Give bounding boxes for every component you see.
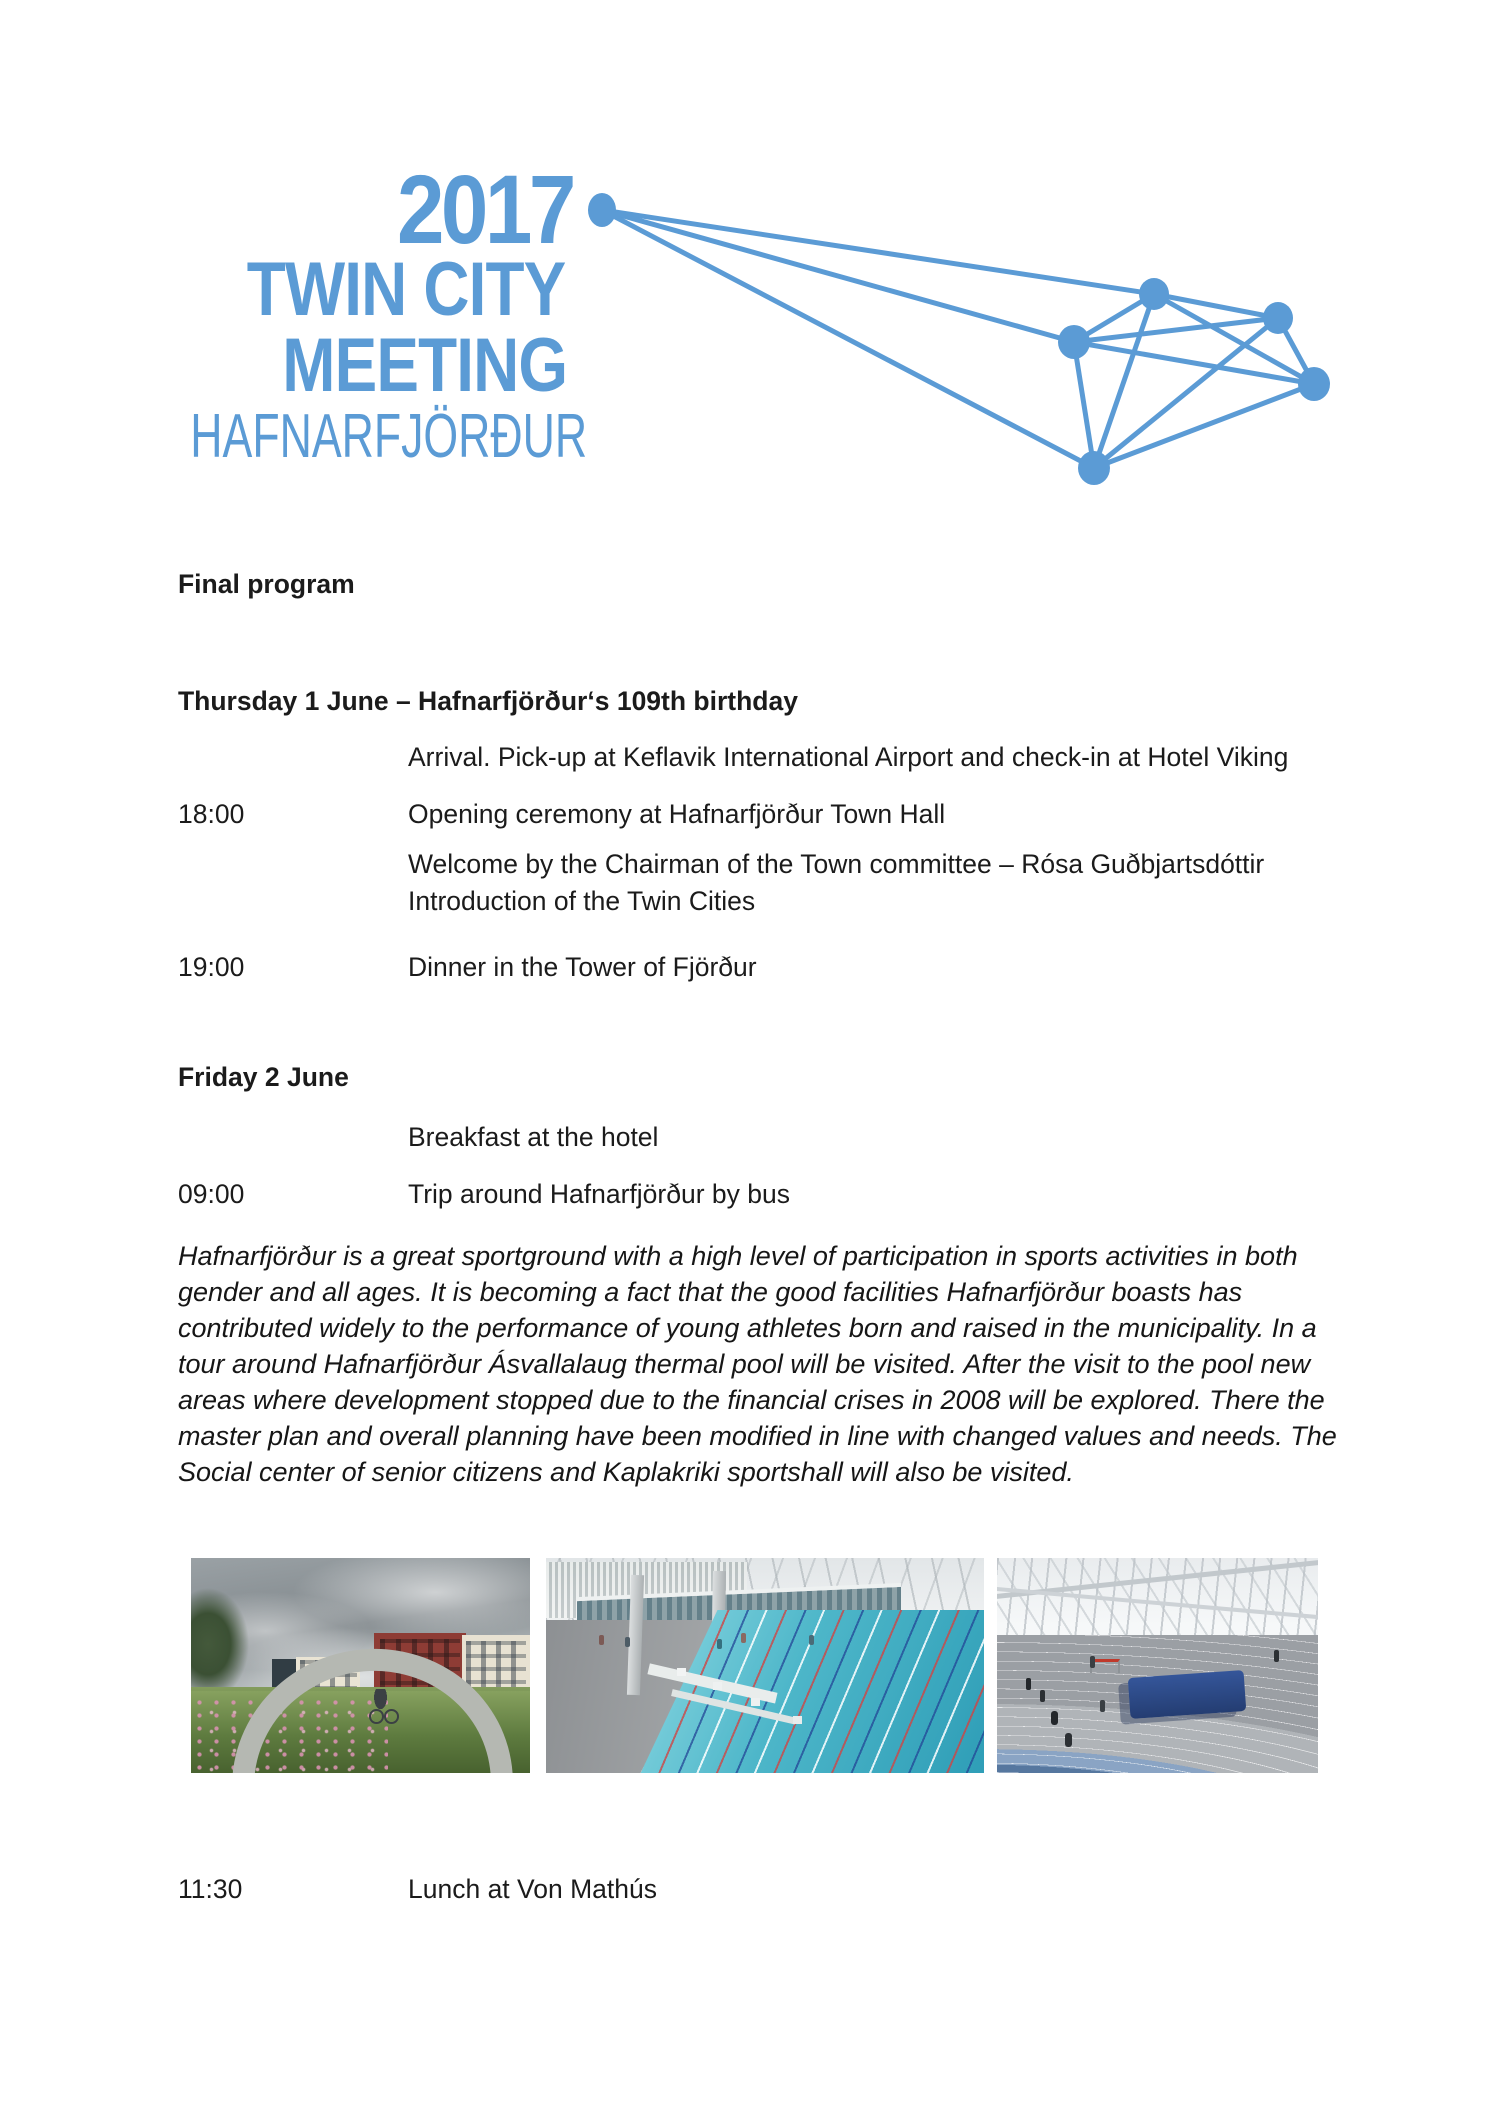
photo-athletics-hall	[997, 1558, 1318, 1773]
jump-mats	[1127, 1670, 1245, 1719]
logo-line-meeting: MEETING	[282, 323, 567, 408]
starting-blocks	[677, 1668, 686, 1676]
row-time	[178, 739, 408, 776]
logo-year: 2017	[397, 155, 573, 264]
tree	[191, 1588, 249, 1700]
row-time: 18:00	[178, 799, 245, 829]
row-time: 09:00	[178, 1179, 245, 1209]
schedule-row	[178, 739, 1348, 776]
swimmers	[599, 1635, 604, 1645]
row-description: Welcome by the Chairman of the Town committee – Rósa Guðbjartsdóttir	[408, 849, 1265, 879]
hurdle	[1090, 1659, 1120, 1673]
schedule-row	[178, 1119, 1348, 1156]
row-description: Opening ceremony at Hafnarfjörður Town Hall	[408, 799, 946, 829]
schedule-row	[178, 949, 1348, 986]
row-time	[178, 846, 408, 920]
photo-swimming-pool	[546, 1558, 984, 1773]
bike-wheel	[384, 1709, 400, 1724]
schedule-row	[178, 796, 1348, 833]
row-description-line2: Introduction of the Twin Cities	[408, 886, 756, 916]
row-description: Dinner in the Tower of Fjörður	[408, 952, 757, 982]
photo-housing-rendering	[191, 1558, 530, 1773]
logo-line-twin-city: TWIN CITY	[246, 247, 565, 332]
row-description: Arrival. Pick-up at Keflavik International Airport and check-in at Hotel Viking	[408, 742, 1289, 772]
row-description: Trip around Hafnarfjörður by bus	[408, 1179, 790, 1209]
bike-wheel	[369, 1709, 385, 1724]
thursday-heading: Thursday 1 June – Hafnarfjörður‘s 109th birthday	[178, 686, 798, 716]
schedule-row	[178, 1176, 1348, 1213]
logo-network-graphic-icon	[570, 170, 1330, 490]
final-program-heading: Final program	[178, 569, 355, 599]
row-time	[178, 1119, 408, 1156]
people	[1026, 1678, 1031, 1690]
logo-line-hafnarfjordur: HAFNARFJÖRÐUR	[190, 402, 587, 471]
friday-heading: Friday 2 June	[178, 1062, 349, 1092]
row-time: 11:30	[178, 1874, 243, 1904]
row-description: Breakfast at the hotel	[408, 1122, 659, 1152]
row-description: Lunch at Von Mathús	[408, 1874, 657, 1904]
tour-description-paragraph: Hafnarfjörður is a great sportground with a high level of participation in sports activities in both gender and all ages. It is becoming a fact that the good facilities Hafnarfjörður boasts has contributed widely to the performance of young athletes born and raised in the municipality. In a tour around Hafnarfjörður Ásvallalaug thermal pool will be visited. After the visit to the pool new areas where development stopped due to the financial crises in 2008 will be explored. There the master plan and overall planning have been modified in line with changed values and needs. The Social center of senior citizens and Kaplakriki sportshall will also be visited.	[178, 1241, 1337, 1487]
schedule-row	[178, 846, 1348, 920]
row-time: 19:00	[178, 952, 245, 982]
schedule-row	[178, 1871, 1348, 1908]
